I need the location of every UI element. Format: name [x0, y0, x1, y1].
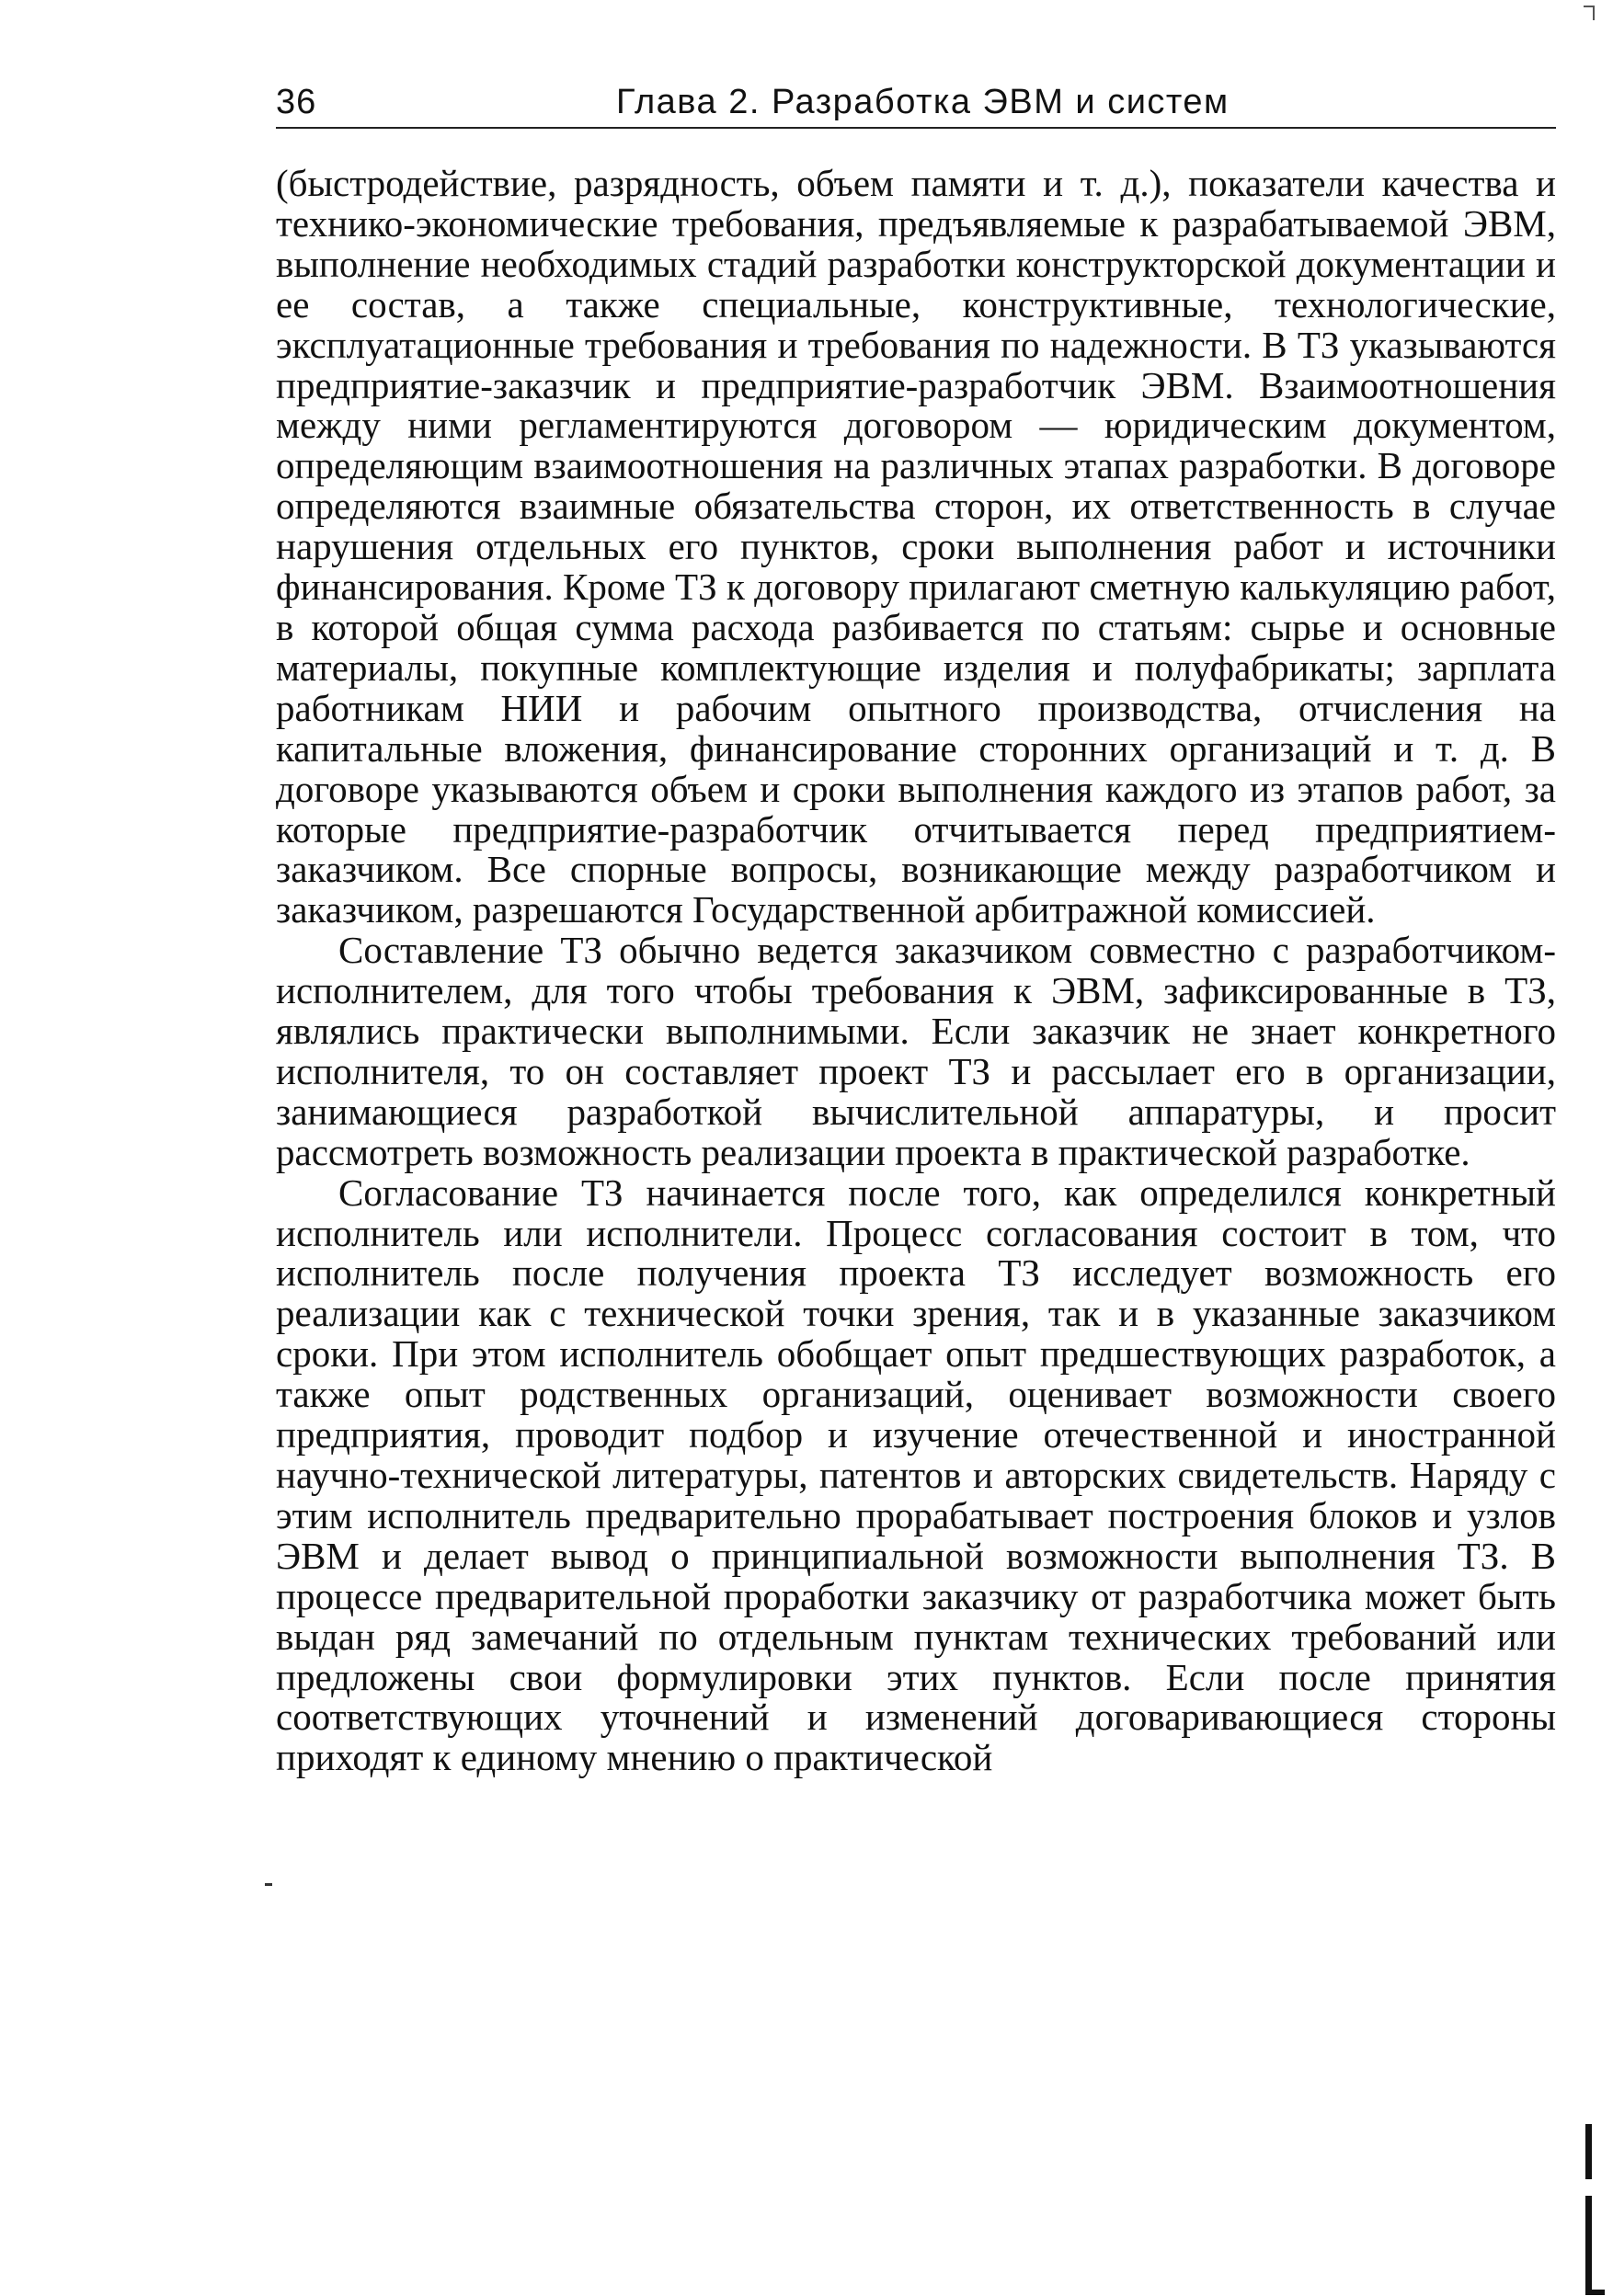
paragraph: Согласование ТЗ начинается после того, как определился конкретный исполнитель или исполнители. Процесс согласования состоит в том, что исполнитель после получения проекта ТЗ исследует возможность его реализации как с технической точки зрения, так и в указанные заказчиком сроки. При этом исполнитель обобщает опыт предшествующих разработок, а также опыт родственных организаций, оценивает возможности своего предприятия, проводит подбор и изучение отечественной и иностранной научно-технической литературы, патентов и авторских свидетельств. Наряду с этим исполнитель предварительно прорабатывает построения блоков и узлов ЭВМ и делает вывод о принципиальной возможности выполнения ТЗ. В процессе предварительной проработки заказчику от разработчика может быть выдан ряд замечаний по отдельным пунктам технических требований или предложены свои формулировки этих пунктов. Если после принятия соответствующих уточнений и изменений договаривающиеся стороны приходят к единому мнению о практической	[276, 1171, 1556, 1779]
scan-edge-gap	[1584, 2179, 1595, 2196]
body-text	[276, 164, 1556, 1778]
page-number: 36	[276, 83, 317, 121]
running-head: Глава 2. Разработка ЭВМ и систем	[616, 83, 1230, 121]
paragraph-continued: (быстродействие, разрядность, объем памяти и т. д.), показатели качества и технико-экономические требования, предъявляемые к разрабатываемой ЭВМ, выполнение необходимых стадий разработки конструкторской документации и ее состав, а также специальные, конструктивные, технологические, эксплуатационные требования и требования по надежности. В ТЗ указываются предприятие-заказчик и предприятие-разработчик ЭВМ. Взаимоотношения между ними регламентируются договором — юридическим документом, определяющим взаимоотношения на различных этапах разработки. В договоре определяются взаимные обязательства сторон, их ответственность в случае нарушения отдельных его пунктов, сроки выполнения работ и источники финансирования. Кроме ТЗ к договору прилагают сметную калькуляцию работ, в которой общая сумма расхода разбивается по статьям: сырье и основные материалы, покупные комплектующие изделия и полуфабрикаты; зарплата работникам НИИ и рабочим опытного производства, отчисления на капитальные вложения, финансирование сторонних организаций и т. д. В договоре указываются объем и сроки выполнения каждого из этапов работ, за которые предприятие-разработчик отчитывается перед предприятием-заказчиком. Все спорные вопросы, возникающие между разработчиком и заказчиком, разрешаются Государственной арбитражной комиссией.	[276, 162, 1556, 931]
page-header	[276, 72, 1556, 129]
scan-edge-mark	[1585, 2124, 1605, 2295]
margin-dot	[265, 1883, 272, 1886]
paragraph: Составление ТЗ обычно ведется заказчиком совместно с разработчиком-исполнителем, для того чтобы требования к ЭВМ, зафиксированные в ТЗ, являлись практически выполнимыми. Если заказчик не знает конкретного исполнителя, то он составляет проект ТЗ и рассылает его в организации, занимающиеся разработкой вычислительной аппаратуры, и просит рассмотреть возможность реализации проекта в практической разработке.	[276, 929, 1556, 1173]
scan-corner-mark	[1584, 6, 1595, 20]
